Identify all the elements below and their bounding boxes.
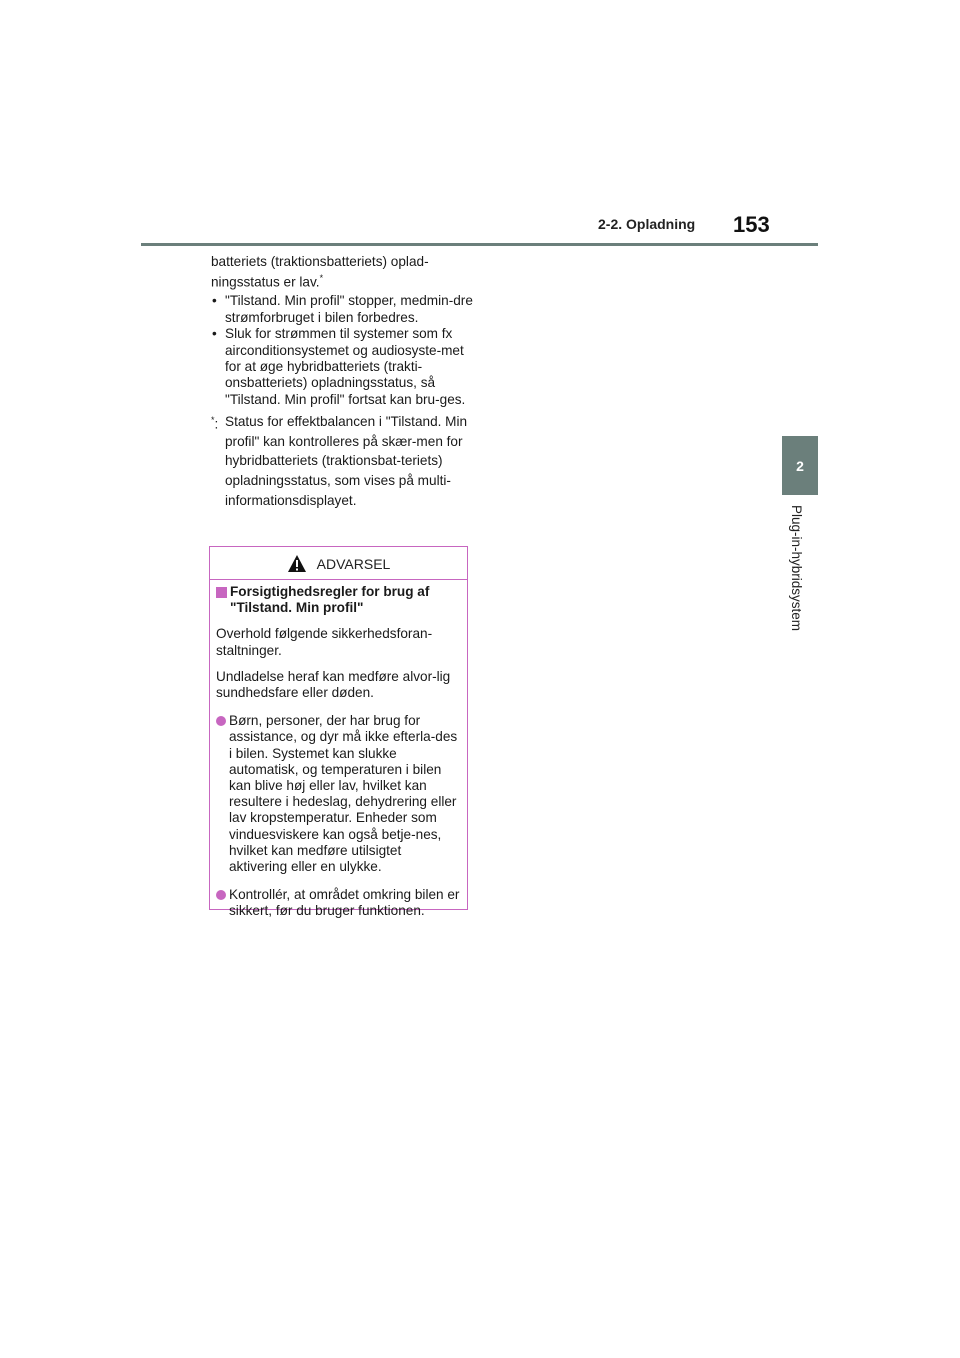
- warning-paragraph: Overhold følgende sikkerhedsforan-staltninger.: [216, 626, 433, 658]
- warning-header: [210, 547, 467, 580]
- header-divider: [141, 243, 818, 246]
- warning-title: ADVARSEL: [316, 555, 391, 572]
- page-number: 153: [733, 212, 770, 237]
- warning-triangle-icon: [287, 554, 307, 573]
- intro-line-1: batteriets (traktionsbatteriets) oplad-: [211, 254, 429, 269]
- chapter-tab: [782, 436, 818, 495]
- warning-item: [216, 887, 461, 919]
- warning-item: [216, 713, 461, 875]
- warning-subheading-text: Forsigtighedsregler for brug af "Tilstand. Min profil": [230, 584, 430, 616]
- warning-item-text: Kontrollér, at området omkring bilen er sikkert, før du bruger funktionen.: [229, 887, 460, 919]
- circle-bullet-icon: [216, 890, 226, 900]
- footnote-text: Status for effektbalancen i "Tilstand. Min profil" kan kontrolleres på skær-men for hybridbatteriets (traktionsbat-teriets) opladningsstatus, som vises på multi-informationsdisplayet.: [225, 414, 468, 508]
- bullet-item: • Sluk for strømmen til systemer som fx airconditionsystemet og audiosyste-met for at øge hybridbatteriets (trakti-onsbatteriets) opladningsstatus, så "Tilstand. Min profil" fortsat kan bru-ges.: [211, 326, 473, 408]
- intro-footnote-mark: *: [319, 273, 324, 284]
- warning-box: [209, 546, 468, 919]
- square-bullet-icon: [216, 587, 227, 598]
- intro-line-2: ningsstatus er lav.: [211, 274, 320, 290]
- section-title: 2-2. Opladning: [598, 216, 696, 232]
- footnote-marker: *:: [211, 415, 219, 432]
- chapter-number: 2: [796, 457, 804, 474]
- chapter-side-label: [786, 505, 806, 650]
- intro-paragraph: [211, 254, 473, 291]
- main-text: [211, 254, 473, 510]
- footnote: [211, 412, 473, 510]
- circle-bullet-icon: [216, 716, 226, 726]
- warning-item-text: Børn, personer, der har brug for assistance, og dyr må ikke efterla-des i bilen. Systemet kan slukke automatisk, og temperaturen i bilen kan blive høj eller lav, hvilket kan resultere i hedeslag, dehydrering eller lav kropstemperatur. Enheder som vinduesviskere kan også betje-nes, hvilket kan medføre utilsigtet aktivering eller en ulykke.: [229, 713, 458, 875]
- warning-body: [210, 580, 467, 920]
- chapter-title: Plug-in-hybridsystem: [789, 505, 804, 632]
- warning-paragraph: Undladelse heraf kan medføre alvor-lig sundhedsfare eller døden.: [216, 668, 451, 701]
- warning-subheading: [216, 584, 461, 616]
- bullet-list: [211, 293, 473, 408]
- bullet-item: • "Tilstand. Min profil" stopper, medmin-dre strømforbruget i bilen forbedres.: [211, 293, 473, 326]
